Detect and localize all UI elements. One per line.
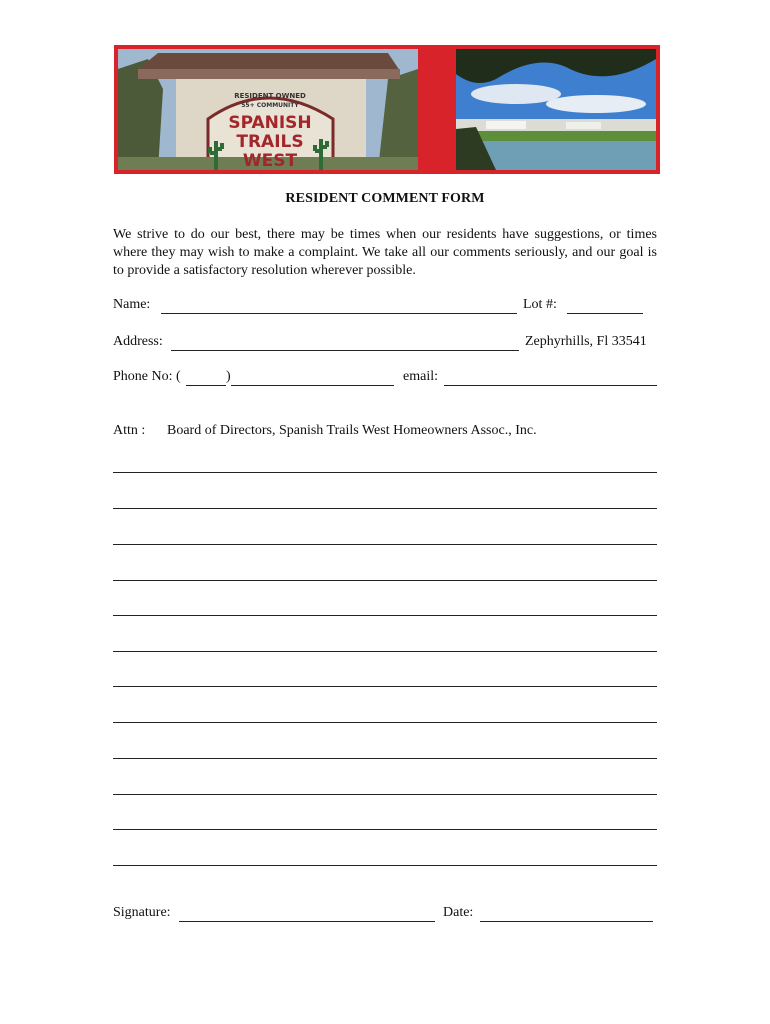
email-label: email: <box>403 369 438 384</box>
address-field[interactable] <box>171 350 519 351</box>
name-row <box>113 297 657 317</box>
comment-line[interactable] <box>113 794 657 795</box>
sign-line-1: SPANISH <box>228 113 312 133</box>
comment-line[interactable] <box>113 758 657 759</box>
address-label: Address: <box>113 334 163 349</box>
comment-line[interactable] <box>113 686 657 687</box>
lot-label: Lot #: <box>523 297 557 312</box>
comment-line[interactable] <box>113 472 657 473</box>
sign-sub-text: 55+ COMMUNITY <box>241 102 299 109</box>
signature-label: Signature: <box>113 905 171 920</box>
date-field[interactable] <box>480 921 653 922</box>
comment-line[interactable] <box>113 615 657 616</box>
email-field[interactable] <box>444 385 657 386</box>
lot-field[interactable] <box>567 313 643 314</box>
comment-line[interactable] <box>113 508 657 509</box>
sign-line-2: TRAILS <box>236 132 304 152</box>
attn-recipient: Board of Directors, Spanish Trails West Homeowners Assoc., Inc. <box>167 423 537 438</box>
phone-close-paren: ) <box>226 369 231 384</box>
phone-field[interactable] <box>231 385 394 386</box>
phone-label: Phone No: ( <box>113 369 181 384</box>
form-title: RESIDENT COMMENT FORM <box>285 191 485 206</box>
intro-paragraph: We strive to do our best, there may be times when our residents have suggestions, or times where they may wish to make a complaint. We take all our comments seriously, and our goal is to provide a satisfactory resolution wherever possible. <box>113 227 657 278</box>
sign-line-3: WEST <box>242 151 298 170</box>
phone-row <box>113 369 657 389</box>
signature-row <box>113 905 657 925</box>
community-sign-photo <box>118 49 418 170</box>
comment-line[interactable] <box>113 829 657 830</box>
comment-line[interactable] <box>113 580 657 581</box>
date-label: Date: <box>443 905 474 920</box>
header-banner <box>114 45 660 174</box>
attn-row <box>113 423 537 439</box>
comment-line[interactable] <box>113 865 657 866</box>
name-field[interactable] <box>161 313 517 314</box>
comment-line[interactable] <box>113 722 657 723</box>
address-row <box>113 334 657 354</box>
comment-line[interactable] <box>113 544 657 545</box>
sign-top-text: RESIDENT OWNED <box>234 92 306 100</box>
lake-photo <box>456 49 656 170</box>
name-label: Name: <box>113 297 151 312</box>
comment-line[interactable] <box>113 651 657 652</box>
area-code-field[interactable] <box>186 385 226 386</box>
attn-label: Attn : <box>113 423 146 438</box>
city-text: Zephyrhills, Fl 33541 <box>525 334 647 349</box>
signature-field[interactable] <box>179 921 435 922</box>
